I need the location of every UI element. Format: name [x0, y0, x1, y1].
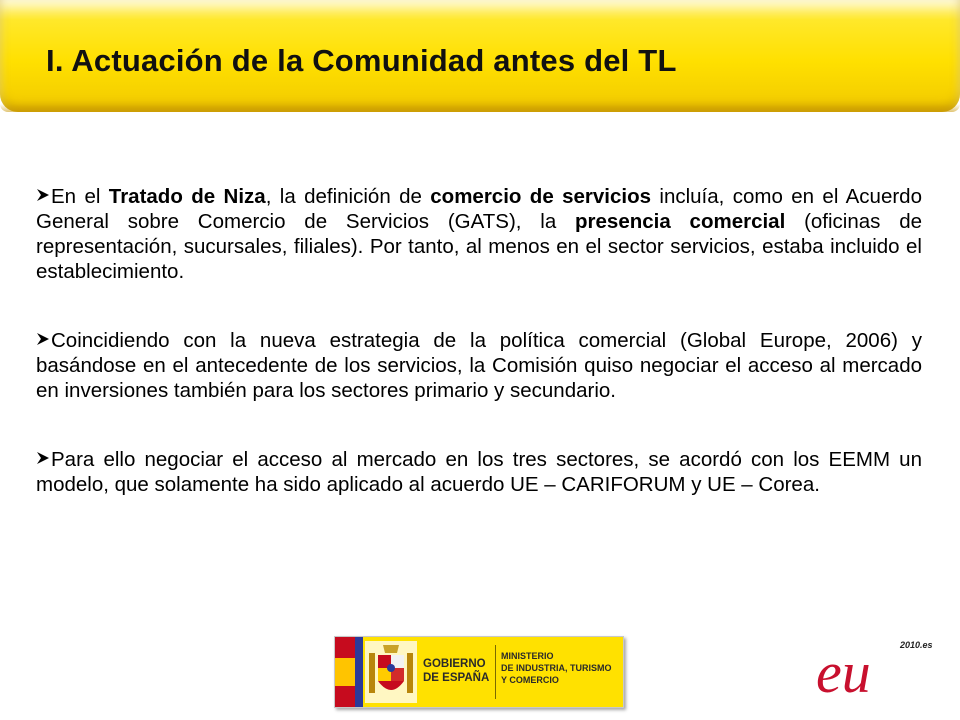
- arrow-bullet-icon: [36, 332, 50, 346]
- text-run: Para ello negociar el acceso al mercado en los tres sectores, se acordó con los EEMM un modelo, que solamente ha sido aplicado al acuerdo UE – CARIFORUM y UE – Corea.: [36, 448, 922, 496]
- arrow-bullet-icon: [36, 451, 50, 465]
- bold-term: Tratado de Niza: [108, 185, 266, 208]
- bullet-text: [36, 329, 922, 402]
- ministerio-line: Y COMERCIO: [501, 675, 559, 685]
- gobierno-logo: [334, 636, 624, 708]
- title-bar: [0, 0, 960, 112]
- ministerio-text: [501, 650, 619, 686]
- bullet-item: [36, 184, 922, 284]
- eu-year-text: 2010.es: [900, 640, 933, 650]
- eu-stripe-icon: [355, 637, 363, 707]
- slide-title: I. Actuación de la Comunidad antes del TL: [46, 43, 677, 78]
- text-run: Coincidiendo con la nueva estrategia de la política comercial (Global Europe, 2006) y basándose en el antecedente de los servicios, la Comisión quiso negociar el acceso al mercado en inversiones también para los sectores primario y secundario.: [36, 329, 922, 402]
- bullet-text: [36, 185, 922, 283]
- text-run: En el: [51, 185, 109, 208]
- logo-divider: [495, 645, 496, 699]
- text-run: , la definición de: [265, 185, 431, 208]
- bullet-item: [36, 328, 922, 403]
- slide-content: [36, 184, 922, 541]
- ministerio-line: DE INDUSTRIA, TURISMO: [501, 663, 612, 673]
- ministerio-line: MINISTERIO: [501, 651, 554, 661]
- bold-term: comercio de servicios: [430, 185, 652, 208]
- spanish-flag-icon: [335, 637, 355, 707]
- gobierno-text: [423, 657, 493, 685]
- bullet-text: [36, 448, 922, 496]
- eu-logo-text: eu: [816, 640, 871, 702]
- gobierno-line: GOBIERNO: [423, 658, 486, 670]
- gobierno-line: DE ESPAÑA: [423, 672, 490, 684]
- bullet-item: [36, 447, 922, 497]
- text-run: (oficinas de representación, sucursales, filiales). Por tanto, al menos en el sector servicios, estaba incluido el establecimiento.: [36, 210, 922, 283]
- text-run: incluía, como en el Acuerdo General sobre Comercio de Servicios (GATS), la: [36, 185, 922, 233]
- coat-of-arms-icon: [365, 641, 417, 703]
- arrow-bullet-icon: [36, 188, 50, 202]
- bold-term: presencia comercial: [575, 210, 786, 233]
